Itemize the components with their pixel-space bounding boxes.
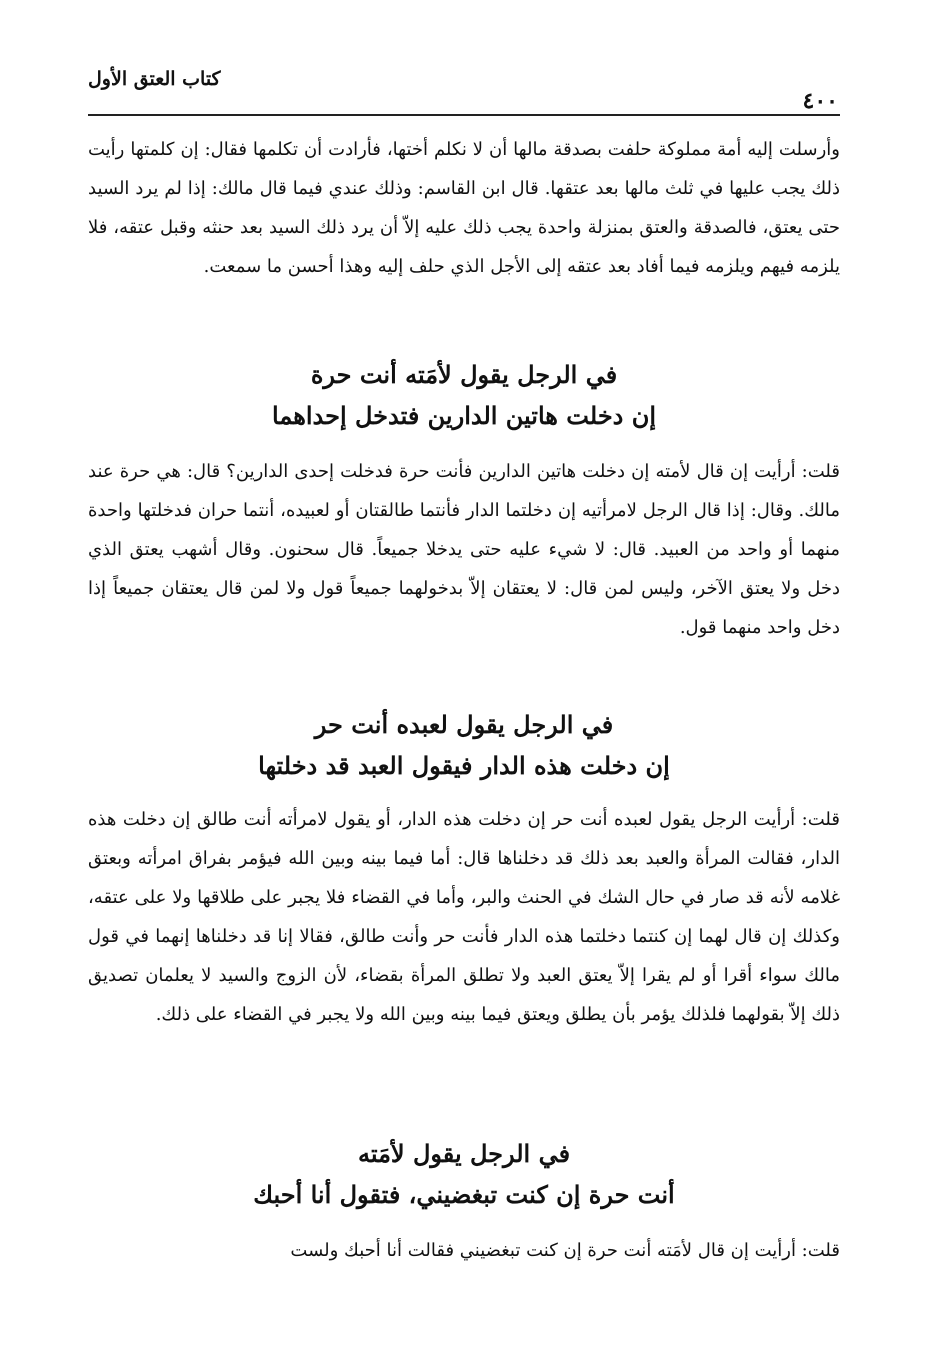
- section-heading-line: إن دخلت هاتين الدارين فتدخل إحداهما: [272, 401, 656, 430]
- section-heading-line: في الرجل يقول لعبده أنت حر: [314, 710, 614, 739]
- section-heading-line: أنت حرة إن كنت تبغضيني، فتقول أنا أحبك: [253, 1180, 675, 1209]
- section-heading: [88, 354, 840, 436]
- section-heading-line: في الرجل يقول لأمَته: [357, 1139, 571, 1168]
- page-number: ٤٠٠: [802, 88, 838, 114]
- section-heading-line: إن دخلت هذه الدار فيقول العبد قد دخلتها: [258, 751, 670, 780]
- section-heading: [88, 1133, 840, 1215]
- section-heading: [88, 704, 840, 786]
- section-heading-line: في الرجل يقول لأمَته أنت حرة: [310, 360, 618, 389]
- paragraph: قلت: أرأيت الرجل يقول لعبده أنت حر إن دخلت هذه الدار، أو يقول لامرأته أنت طالق إن دخلت هذه الدار، فقالت المرأة والعبد بعد ذلك قد دخلناها قال: أما فيما بينه وبين الله فيؤمر بفراق امرأته وبعتق غلامه لأنه قد صار في حال الشك في الحنث والبر، وأما في القضاء فلا يجبر على طلاقها ولا على عتقه، وكذلك إن قال لهما إن كنتما دخلتما هذه الدار فأنت حر وأنت طالق، فقالا إنا قد دخلناها إنهما في قول مالك سواء أقرا أو لم يقرا إلاّ يعتق العبد ولا تطلق المرأة بقضاء، لأن الزوج والسيد لا يعلمان تصديق ذلك إلاّ بقولهما فلذلك يؤمر بأن يطلق ويعتق فيما بينه وبين الله ولا يجبر في القضاء على ذلك.: [88, 809, 840, 1025]
- paragraph: قلت: أرأيت إن قال لأمته إن دخلت هاتين الدارين فأنت حرة فدخلت إحدى الدارين؟ قال: هي حرة عند مالك. وقال: إذا قال الرجل لامرأتيه إن دخلتما الدار فأنتما طالقتان أو لعبيده، أنتما حران فدخلتها واحدة منهما أو واحد من العبيد. قال: لا شيء عليه حتى يدخلا جميعاً. قال سحنون. وقال أشهب يعتق الذي دخل ولا يعتق الآخر، وليس لمن قال: لا يعتقان إلاّ بدخولهما جميعاً قول ولا لمن قال يعتقان جميعاً إذا دخل واحد منهما قول.: [88, 461, 840, 638]
- paragraph: قلت: أرأيت إن قال لأمَته أنت حرة إن كنت تبغضيني فقالت أنا أحبك ولست: [290, 1240, 840, 1261]
- book-title: كتاب العتق الأول: [88, 68, 221, 90]
- running-header: [88, 68, 840, 118]
- header-divider: [88, 114, 840, 116]
- paragraph-continuation: وأرسلت إليه أمة مملوكة حلفت بصدقة مالها أن لا نكلم أختها، فأرادت أن تكلمها فقال: إن كلمتها رأيت ذلك يجب عليها في ثلث مالها بعد عتقها. قال ابن القاسم: وذلك عندي فيما قال مالك: إذا لم يرد السيد حتى يعتق، فالصدقة والعتق بمنزلة واحدة يجب ذلك عليه إلاّ أن يرد ذلك السيد بعد حنثه وقبل عتقه، فلا يلزمه فيهم ويلزمه فيما أفاد بعد عتقه إلى الأجل الذي حلف إليه وهذا أحسن ما سمعت.: [88, 139, 840, 277]
